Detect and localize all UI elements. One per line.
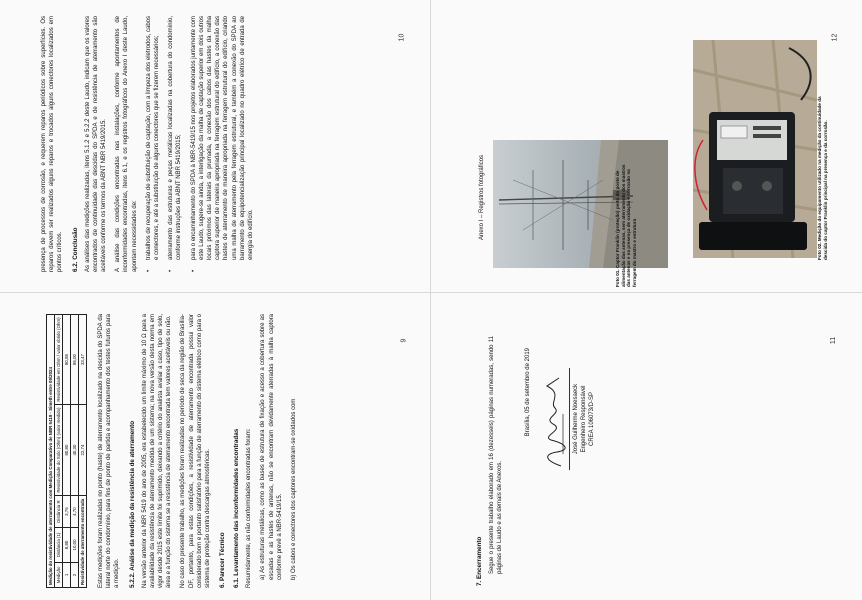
list-item: b) Os cabos e conectores dos captores encontram-se oxidados com xyxy=(291,398,298,580)
antenna-photo-icon xyxy=(493,140,668,268)
date-line: Brasília, 05 de setembro de 2019 xyxy=(525,348,532,437)
resistivity-table xyxy=(46,314,87,588)
photo-antennas xyxy=(493,140,668,268)
signer-role: Engenheiro Responsável xyxy=(580,385,587,453)
table-header: Distância (1) xyxy=(55,528,63,563)
list-item-text: aterramento das estruturas e peças metálicas localizadas na cobertura do condomínio, conforme instruções da ABNT NBR 5419/2015; xyxy=(168,16,183,260)
photo-device xyxy=(693,40,817,258)
table-caption: Medição do resistividade de aterramento com Medição Comparativo de NBR 5419 - Simeth entre 09/2024 xyxy=(47,315,55,588)
table-cell: 22,74 xyxy=(79,405,87,496)
page-9 xyxy=(0,293,430,600)
measurement-device-photo-icon xyxy=(693,40,817,258)
signature-block xyxy=(539,364,596,474)
page-number: 11 xyxy=(830,336,838,345)
annex-title: Anexo I – Registros fotográficos xyxy=(479,154,485,240)
table-row xyxy=(63,315,71,588)
table-footer-label: Resistividade de aterramento encontrada xyxy=(79,496,87,588)
list-item: a) As estruturas metálicas, como as bases de estrutura de fixação e acesso a cobertura sobre as escadas e as hastes de antenas, não se encontram devidamente aterradas à malha captora conforme prevê a NBR-5419/15. xyxy=(260,314,283,580)
table-cell: 1 xyxy=(63,562,71,587)
table-header: Distância R xyxy=(55,496,63,528)
signer-name: José Guilherme Noesaeck xyxy=(572,383,579,455)
section-heading: 6.2. Conclusão xyxy=(71,227,79,272)
table-cell: 80,85 xyxy=(63,315,71,405)
table-row xyxy=(71,315,79,588)
photo-caption: Foto 01. Captor Franklin (proteção) perto do poste de alimentação das antenas, sem aterramento dos mastros das antenas e na presença de oxidação e corrosão na ferragem do mastro e estrutura xyxy=(615,164,637,287)
paragraph: No caso do presente trabalho, as medições foram realizadas no período de seca da região de Brasília-DF, portanto, para estas condições, a resistividade de aterramento encontrada possui valor considerado bom e portanto satisfatório para a função de aterramento do sistema elétrico como para o sistema de proteção contra descargas atmosféricas. xyxy=(180,314,212,588)
list-item-text: para o encaminhamento do SPDA à NBR-5419/15 nos projetos elaborados juntamente com este Laudo, sugere-se ainda, a interligação da malha de captação superior em dois outros locais próximos das laterais da prumada, a conexão dos cabos das hastes da malha captora superior de maneira apropriada na ferragem estrutural do edifício, a conexão das hastes de aterramento de maneira apropriada na ferragem estrutural do edifício, criando uma malha de aterramento pela ferragem estrutural, e também a conexão do SPDA ao barramento de equipotencialização principal localizado no quadro elétrico de entrada de energia do edifício. xyxy=(190,16,255,260)
list-item: • para o encaminhamento do SPDA à NBR-5419/15 nos projetos elaborados juntamente com este Laudo, sugere-se ainda, a interligação da malha de captação superior em dois outros locais próximos das laterais da prumada, a conexão dos cabos das hastes da malha captora superior de maneira apropriada na ferragem estrutural do edifício, a conexão das hastes de aterramento de maneira apropriada na ferragem estrutural do edifício, criando uma malha de aterramento pela ferragem estrutural, e também a conexão do SPDA ao barramento de equipotencialização principal localizado no quadro elétrico de entrada de energia do edifício. xyxy=(190,16,255,272)
paragraph: A análise das condições encontradas nas instalações, conforme apontamentos de inconformidades encontradas, itens 6.1, e os registros fotográficos do Anexo I deste Laudo, apontam necessidades de: xyxy=(115,16,138,272)
table-cell: 85,00 xyxy=(71,315,79,405)
table-footer-row xyxy=(79,315,87,588)
list-item: • trabalhos de recuperação de substituição de captação, com a limpeza dos eletrodos, cabos e conectores, e até a substituição de alguns conectores que se fizerem necessários; xyxy=(145,16,161,272)
table-header: Resistividade em Ohm / valor obtido (Ohm) xyxy=(55,315,63,405)
table-cell: 4,70 xyxy=(71,496,79,528)
paragraph: Resumidamente, as não conformidades encontradas foram: xyxy=(246,428,253,588)
page-number: 9 xyxy=(400,338,408,343)
list-item: • aterramento das estruturas e peças metálicas localizadas na cobertura do condomínio, conforme instruções da ABNT NBR 5419/2015; xyxy=(168,16,183,272)
paragraph: Estas medições foram realizadas no ponto (haste) de aterramento localizado na descida do SPDA da lateral norte do condomínio, para fins de ponto de partida e acompanhamento dos testes futuros para a medição. xyxy=(98,314,121,588)
section-heading: 5.2.2. Análise da medição da resistência de aterramento xyxy=(128,420,136,588)
table-cell: 10,00 xyxy=(71,528,79,563)
page-12 xyxy=(431,0,862,292)
table-cell: 40,30 xyxy=(71,405,79,496)
table-cell: 3,76 xyxy=(63,496,71,528)
table-header: Resistividade do Solo (Ohm) (valor medido) xyxy=(55,405,63,496)
page-number: 10 xyxy=(398,33,406,42)
page-10 xyxy=(0,0,430,292)
page-11 xyxy=(431,293,862,600)
page-number: 12 xyxy=(831,33,839,42)
table-cell: 80,80 xyxy=(63,405,71,496)
paragraph: presença de processos de corrosão, e requerem reparos periódicos sobre superfícies. Os reparos devem ser realizados alguns reparos e trocados alguns conectores localizados em pontos críticos. xyxy=(41,16,64,272)
table-header: Medição xyxy=(55,562,63,587)
section-heading: 7. Encerramento xyxy=(476,536,483,586)
table-cell: 33,47 xyxy=(79,315,87,405)
list-item-text: trabalhos de recuperação de substituição de captação, com a limpeza dos eletrodos, cabos e conectores, e até a substituição de alguns conectores que se fizerem necessários; xyxy=(145,16,161,260)
signature-image xyxy=(539,364,569,474)
paragraph: Na versão anterior da NBR 5419 do ano de 2005, era estabelecido um limite máximo de 10 Ω para a avaliabilidade da resistência de aterramento medida de um sistema; na nova versão desta norma em vigor desde 2015 este limite foi suprimido, deixando a critério do analista avaliar a caso, tipo de solo, área e a função do sistema se a resistência de aterramento encontrada tem valores aceitáveis ou não. xyxy=(141,314,173,588)
paragraph: As análises das medições realizadas, itens 5.1.2 e 5.2.2 deste Laudo, indicam que os valores encontrados de continuidade das descidas do SPDA e de resistência de aterramento são aceitáveis conforme os termos da ABNT NBR 5419/2015. xyxy=(84,16,108,272)
table-cell: 2 xyxy=(71,562,79,587)
table-cell: 8,80 xyxy=(63,528,71,563)
handwritten-signature-icon xyxy=(539,364,569,474)
signer-crea: CREA 106073/D-SP xyxy=(588,391,595,447)
paragraph: Segue o presente trabalho elaborado em 16 (dezesseis) páginas numeradas, sendo 11 páginas de Laudo e as demais de Anexos. xyxy=(489,336,504,574)
photo-caption: Foto 02. Medição do equipamento utilizado na medição da continuidade da descida do captor Franklin principal na presença e da corrosão. xyxy=(817,96,828,260)
section-heading: 6. Parecer Técnico xyxy=(219,532,227,588)
section-heading: 6.1. Levantamento das inconformidades encontradas xyxy=(233,428,241,588)
